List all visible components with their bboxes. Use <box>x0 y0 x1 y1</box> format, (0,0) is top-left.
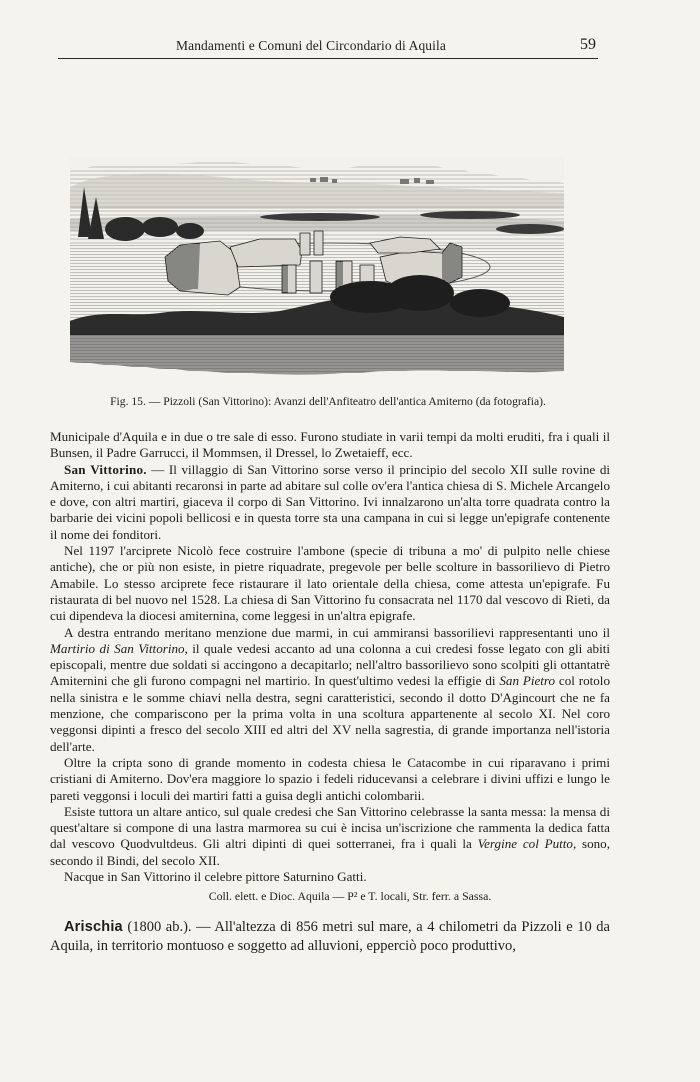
artwork-title: Vergine col Putto <box>477 836 573 852</box>
paragraph: Oltre la cripta sono di grande momento in codesta chiesa le Catacombe in cui riparavano i primi cristiani di Amiterno. Dov'era maggiore lo spazio i fedeli riducevansi a celebrare i divini uffizi e lungo le pareti veggonsi i loculi dei martiri fatti a guisa degli antichi colombarii. <box>50 754 610 803</box>
paragraph: Nel 1197 l'arciprete Nicolò fece costruire l'ambone (specie di tribuna a mo' di pulpito nelle chiese antiche), che or più non esiste, in pietre riquadrate, pregevole per belle scolture in bassorilievo di Pietro Amabile. Lo stesso arciprete fece ristaurare il lato orientale della chiesa, come attesta un'epigrafe. Fu ristaurata di bel nuovo nel 1528. La chiesa di San Vittorino fu consacrata nel 1170 dal vescovo di Rieti, da cui dipendeva la diocesi amiternina, come leggesi in un'altra epigrafe. <box>50 543 610 624</box>
paragraph-arischia: Arischia (1800 ab.). — All'altezza di 856 metri sul mare, a 4 chilometri da Pizzoli e 10 da Aquila, in territorio montuoso e soggetto ad alluvioni, epperciò poco produttivo, <box>50 918 610 954</box>
artwork-title: Martirio di San Vittorino <box>50 640 185 656</box>
artwork-title: San Pietro <box>499 673 556 689</box>
paragraph: Esiste tuttora un altare antico, sul quale credesi che San Vittorino celebrasse la santa messa: la mensa di quest'altare si compone di una lastra marmorea su cui è incisa un'iscrizione che rammenta la dedica fatta dal vescovo Quodvultdeus. Gli altri dipinti di quei sotterranei, fra i quali la Vergine col Putto, sono, secondo il Bindi, del secolo XII. <box>50 803 610 868</box>
paragraph: A destra entrando meritano menzione due marmi, in cui ammiransi bassorilievi rappresentanti uno il Martirio di San Vittorino, il quale vedesi accanto ad una colonna a cui credesi fosse legato con gli abiti episcopali, mentre due soldati si accingono a decapitarlo; nell'altro bassorilievo sono scolpiti gli ottantatrè Amiternini che gli furono compagni nel martirio. In quest'ultimo vedesi la effigie di San Pietro col rotolo nella sinistra e le somme chiavi nella destra, segni caratteristici, secondo il dotto D'Agincourt che ne fa menzione, che compariscono per la prima volta in una scoltura appartenente al secolo XI. Nel coro veggonsi dipinti a fresco del secolo XIII ed altri del XV nella sagrestia, di grande importanza nell'istoria dell'arte. <box>50 624 610 754</box>
administrative-note: Coll. elett. e Dioc. Aquila — P² e T. locali, Str. ferr. a Sassa. <box>208 889 492 904</box>
running-title: Mandamenti e Comuni del Circondario di Aquila <box>176 38 446 53</box>
page-number: 59 <box>580 36 596 53</box>
amphitheatre-engraving <box>70 157 564 382</box>
body-text <box>50 429 610 956</box>
section-heading-arischia: Arischia <box>64 918 123 935</box>
paragraph: San Vittorino. — Il villaggio di San Vittorino sorse verso il principio del secolo XII sulle rovine di Amiterno, i cui abitanti recaronsi in parte ad abitare sul colle ov'era l'antica chiesa di S. Michele Arcangelo e dove, con altri martiri, giaceva il corpo di San Vittorino. Ivi innalzarono un'alta torre quadrata contro la barbarie dei vicini popoli bellicosi e in questa torre sta una campana in cui si legge un'epigrafe contenente il nome dei fonditori. <box>50 461 610 542</box>
running-head <box>58 36 598 59</box>
paragraph: Municipale d'Aquila e in due o tre sale di esso. Furono studiate in varii tempi da molti eruditi, fra i quali il Bunsen, il Padre Garrucci, il Mommsen, il Dressel, lo Zwetaieff, ecc. <box>50 429 610 461</box>
figure-caption: Fig. 15. — Pizzoli (San Vittorino): Avanzi dell'Anfiteatro dell'antica Amiterno (da fotografia). <box>110 395 546 408</box>
section-heading-san-vittorino: San Vittorino. <box>64 461 147 477</box>
paragraph: Nacque in San Vittorino il celebre pittore Saturnino Gatti. <box>64 869 367 885</box>
